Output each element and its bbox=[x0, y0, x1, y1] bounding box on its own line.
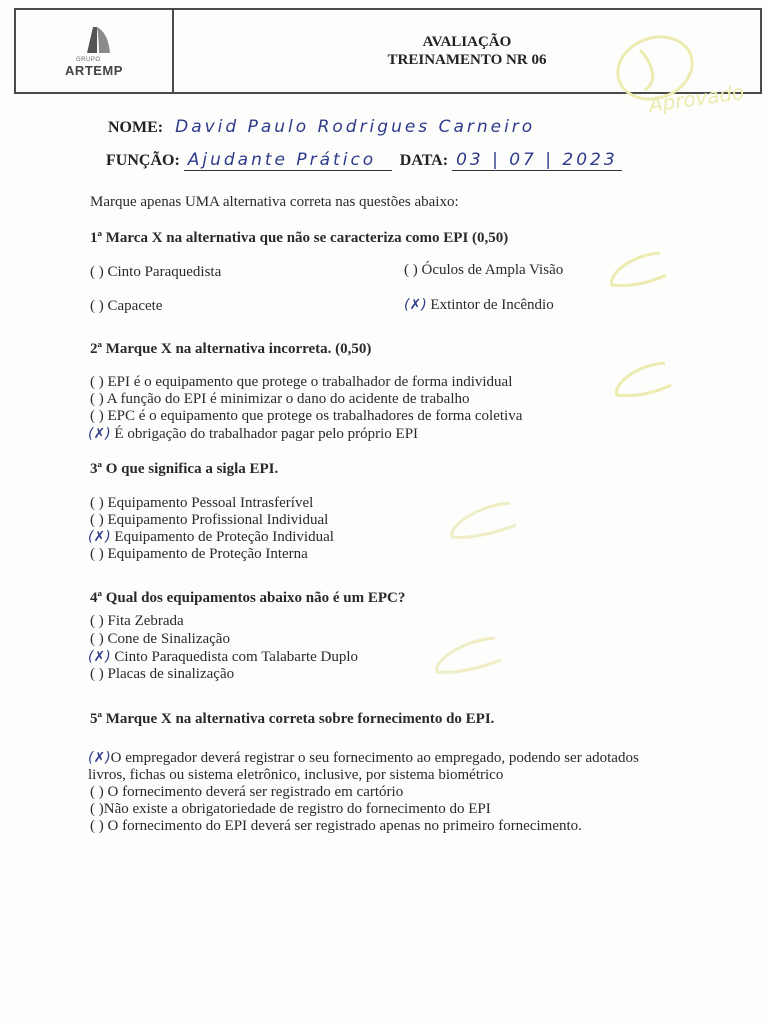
q2-option-4-text: É obrigação do trabalhador pagar pelo próprio EPI bbox=[114, 426, 419, 442]
q4-option-4[interactable] bbox=[90, 666, 234, 683]
q5-option-1[interactable] bbox=[88, 750, 639, 767]
q4-option-1-box: ( ) bbox=[90, 613, 104, 629]
logo-name: ARTEMP bbox=[65, 62, 123, 78]
artemp-logo-icon bbox=[77, 25, 111, 55]
q3-option-3[interactable] bbox=[88, 529, 334, 546]
stamp-text: Aprovado bbox=[647, 79, 746, 117]
question-4-title: 4ª Qual dos equipamentos abaixo não é um EPC? bbox=[90, 590, 406, 606]
q3-option-2-box: ( ) bbox=[90, 512, 104, 528]
q4-option-4-text: Placas de sinalização bbox=[107, 666, 235, 682]
nome-value: David Paulo Rodrigues Carneiro bbox=[175, 117, 536, 137]
q1-option-3-text: Capacete bbox=[107, 298, 163, 314]
q2-option-3-text: EPC é o equipamento que protege os trabalhadores de forma coletiva bbox=[107, 408, 523, 424]
logo bbox=[16, 10, 174, 92]
q5-option-3-box: ( ) bbox=[90, 801, 104, 817]
q1-option-1[interactable] bbox=[90, 264, 221, 281]
q5-option-2-box: ( ) bbox=[90, 784, 104, 800]
q2-option-1-text: EPI é o equipamento que protege o trabalhador de forma individual bbox=[107, 374, 513, 390]
q5-option-1-continuation bbox=[88, 767, 503, 784]
q1-option-4[interactable] bbox=[404, 297, 554, 314]
q4-option-2[interactable] bbox=[90, 631, 230, 648]
q4-option-1[interactable] bbox=[90, 613, 184, 630]
q5-option-4-text: O fornecimento do EPI deverá ser registrado apenas no primeiro fornecimento. bbox=[107, 818, 582, 834]
question-1-title: 1ª Marca X na alternativa que não se caracteriza como EPI (0,50) bbox=[90, 230, 509, 246]
check-mark-3 bbox=[440, 495, 520, 545]
q5-option-2-text: O fornecimento deverá ser registrado em cartório bbox=[107, 784, 404, 800]
q1-option-4-box: (✗) bbox=[404, 297, 427, 313]
q5-option-2[interactable] bbox=[90, 784, 403, 801]
logo-group-label: GRUPO bbox=[76, 56, 101, 63]
q3-option-4-box: ( ) bbox=[90, 546, 104, 562]
q5-option-3-text: Não existe a obrigatoriedade de registro do fornecimento do EPI bbox=[103, 801, 491, 817]
check-mark-2 bbox=[605, 355, 675, 405]
q2-option-4-box: (✗) bbox=[88, 426, 111, 442]
q5-option-4-box: ( ) bbox=[90, 818, 104, 834]
check-mark-4 bbox=[425, 630, 505, 680]
q2-option-3-box: ( ) bbox=[90, 408, 104, 424]
q2-option-1[interactable] bbox=[90, 374, 512, 391]
q1-option-4-text: Extintor de Incêndio bbox=[430, 297, 554, 313]
q5-option-1-text-2: livros, fichas ou sistema eletrônico, inclusive, por sistema biométrico bbox=[88, 767, 504, 783]
funcao-value: Ajudante Prático bbox=[184, 150, 392, 171]
question-3-title: 3ª O que significa a sigla EPI. bbox=[90, 461, 279, 477]
q3-option-1-text: Equipamento Pessoal Intrasferível bbox=[107, 495, 314, 511]
q4-option-3-text: Cinto Paraquedista com Talabarte Duplo bbox=[114, 649, 359, 665]
instruction-text: Marque apenas UMA alternativa correta nas questões abaixo: bbox=[90, 194, 459, 210]
q1-option-3[interactable] bbox=[90, 298, 162, 315]
data-value: 03 | 07 | 2023 bbox=[452, 150, 622, 171]
q2-option-2[interactable] bbox=[90, 391, 470, 408]
check-mark-1 bbox=[600, 245, 670, 295]
q4-option-3-box: (✗) bbox=[88, 649, 111, 665]
q4-option-2-text: Cone de Sinalização bbox=[107, 631, 230, 647]
q2-option-3[interactable] bbox=[90, 408, 522, 425]
q2-option-1-box: ( ) bbox=[90, 374, 104, 390]
q3-option-1[interactable] bbox=[90, 495, 313, 512]
q3-option-4[interactable] bbox=[90, 546, 308, 563]
q2-option-2-text: A função do EPI é minimizar o dano do acidente de trabalho bbox=[106, 391, 470, 407]
q1-option-1-box: ( ) bbox=[90, 264, 104, 280]
q5-option-3[interactable] bbox=[90, 801, 491, 818]
q3-option-2-text: Equipamento Profissional Individual bbox=[107, 512, 329, 528]
q3-option-3-text: Equipamento de Proteção Individual bbox=[114, 529, 334, 545]
q4-option-2-box: ( ) bbox=[90, 631, 104, 647]
q5-option-1-box: (✗) bbox=[88, 750, 111, 766]
title-line-1: AVALIAÇÃO bbox=[422, 34, 512, 50]
nome-row bbox=[108, 117, 535, 137]
q4-option-1-text: Fita Zebrada bbox=[107, 613, 184, 629]
q1-option-1-text: Cinto Paraquedista bbox=[107, 264, 222, 280]
q1-option-2[interactable] bbox=[404, 262, 563, 279]
funcao-row bbox=[106, 150, 622, 171]
question-2-title: 2ª Marque X na alternativa incorreta. (0,50) bbox=[90, 341, 372, 357]
q2-option-4[interactable] bbox=[88, 426, 418, 443]
q3-option-1-box: ( ) bbox=[90, 495, 104, 511]
q1-option-2-box: ( ) bbox=[404, 262, 418, 278]
data-label: DATA: bbox=[399, 152, 449, 169]
question-5-title: 5ª Marque X na alternativa correta sobre fornecimento do EPI. bbox=[90, 711, 495, 727]
funcao-label: FUNÇÃO: bbox=[106, 152, 180, 169]
q3-option-2[interactable] bbox=[90, 512, 328, 529]
q1-option-2-text: Óculos de Ampla Visão bbox=[421, 262, 564, 278]
header-box bbox=[14, 8, 762, 94]
q3-option-3-box: (✗) bbox=[88, 529, 111, 545]
q2-option-2-box: ( ) bbox=[90, 391, 104, 407]
q1-option-3-box: ( ) bbox=[90, 298, 104, 314]
q3-option-4-text: Equipamento de Proteção Interna bbox=[107, 546, 308, 562]
q4-option-3[interactable] bbox=[88, 649, 358, 666]
title-block bbox=[174, 10, 760, 92]
nome-label: NOME: bbox=[108, 119, 164, 136]
q4-option-4-box: ( ) bbox=[90, 666, 104, 682]
title-line-2: TREINAMENTO NR 06 bbox=[387, 52, 547, 68]
q5-option-1-text: O empregador deverá registrar o seu fornecimento ao empregado, podendo ser adotados bbox=[110, 750, 639, 766]
q5-option-4[interactable] bbox=[90, 818, 582, 835]
